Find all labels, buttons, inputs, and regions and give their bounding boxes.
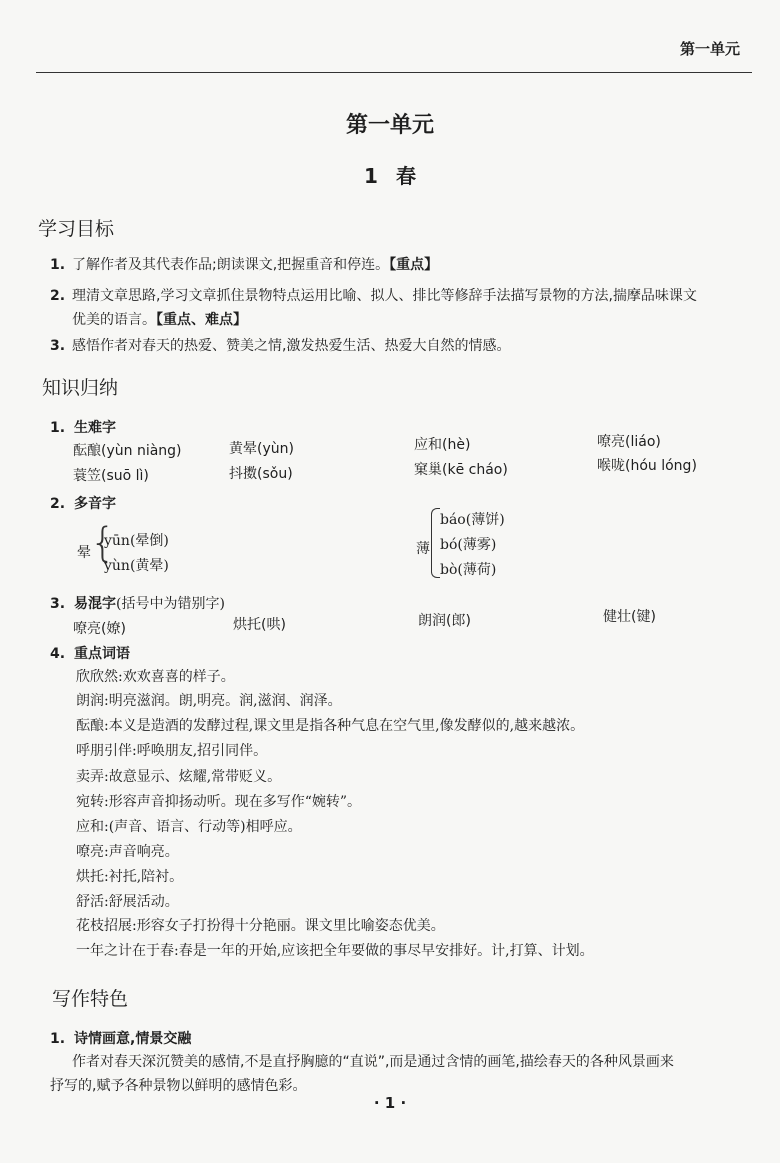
char-item: 酝酿(yùn niàng) [73,443,182,459]
vocab-entry: 呼朋引伴:呼唤朋友,招引同伴。 [76,743,268,759]
page-number: · 1 · [373,1094,407,1112]
brace: { [90,520,116,566]
vocab-entry: 酝酿:本义是造酒的发酵过程,课文里是指各种气息在空气里,像发酵似的,越来越浓。 [76,718,585,734]
char-item: 蓑笠(suō lì) [73,468,149,484]
paragraph-line: 抒写的,赋予各种景物以鲜明的感情色彩。 [50,1078,307,1094]
lesson-title [0,160,780,189]
vocab-entry: 宛转:形容声音抑扬动听。现在多写作“婉转”。 [76,794,362,810]
vocab-entry: 朗润:明亮滋润。朗,明亮。润,滋润、润泽。 [76,693,342,709]
section-heading-knowledge: 知识归纳 [42,377,119,399]
vocab-entry: 嘹亮:声音响亮。 [76,844,179,860]
vocab-entry: 卖弄:故意显示、炫耀,常带贬义。 [76,769,282,785]
lesson-number: 1 [364,164,378,188]
vocab-entry: 烘托:衬托,陪衬。 [76,869,184,885]
polyphone-reading: bò(薄荷) [440,562,497,578]
objective-2: 2. 理清文章思路,学习文章抓住景物特点运用比喻、拟人、排比等修辞手法描写景物的方法,揣摩品味课文 [50,288,697,304]
paragraph-line: 作者对春天深沉赞美的感情,不是直抒胸臆的“直说”,而是通过含情的画笔,描绘春天的各种风景画来 [72,1054,674,1070]
lesson-name: 春 [395,164,416,188]
polyphone-char-bao: 薄 [416,541,430,557]
subheading-polyphones: 2. 多音字 [50,496,116,512]
running-header: 第一单元 [679,40,740,58]
polyphone-char-yun: 晕 [77,545,91,561]
polyphone-reading: báo(薄饼) [440,512,505,528]
confusable-item: 烘托(哄) [233,617,286,633]
char-item: 喉咙(hóu lóng) [597,458,697,474]
polyphone-reading: yùn(黄晕) [104,558,169,574]
char-item: 黄晕(yùn) [229,441,294,457]
vocab-entry: 欣欣然:欢欢喜喜的样子。 [76,669,235,685]
polyphone-reading: yūn(晕倒) [104,533,169,549]
subheading-writing-feature: 1. 诗情画意,情景交融 [50,1031,192,1047]
confusable-item: 嘹亮(嫽) [73,621,126,637]
char-item: 窠巢(kē cháo) [414,462,508,478]
unit-title: 第一单元 [345,113,434,138]
objective-2-cont: 优美的语言。【重点、难点】 [72,312,247,328]
char-item: 抖擞(sǒu) [229,466,293,482]
objective-1: 1. 了解作者及其代表作品;朗读课文,把握重音和停连。【重点】 [50,257,439,273]
header-rule [36,72,752,73]
char-item: 应和(hè) [414,437,471,453]
vocab-entry: 一年之计在于春:春是一年的开始,应该把全年要做的事尽早安排好。计,打算、计划。 [76,943,594,959]
vocab-entry: 应和:(声音、语言、行动等)相呼应。 [76,819,302,835]
confusable-item: 朗润(郎) [418,613,471,629]
section-heading-objectives: 学习目标 [38,218,115,240]
objective-3: 3. 感悟作者对春天的热爱、赞美之情,激发热爱生活、热爱大自然的情感。 [50,338,511,354]
polyphone-reading: bó(薄雾) [440,537,497,553]
subheading-difficult-chars: 1. 生难字 [50,420,116,436]
confusable-item: 健壮(键) [603,609,656,625]
section-heading-writing: 写作特色 [52,988,129,1010]
vocab-entry: 花枝招展:形容女子打扮得十分艳丽。课文里比喻姿态优美。 [76,918,445,934]
subheading-confusable: 3. 易混字(括号中为错别字) [50,596,225,612]
subheading-key-words: 4. 重点词语 [50,646,130,662]
vocab-entry: 舒活:舒展活动。 [76,894,179,910]
brace [431,508,440,578]
char-item: 嘹亮(liáo) [597,434,661,450]
